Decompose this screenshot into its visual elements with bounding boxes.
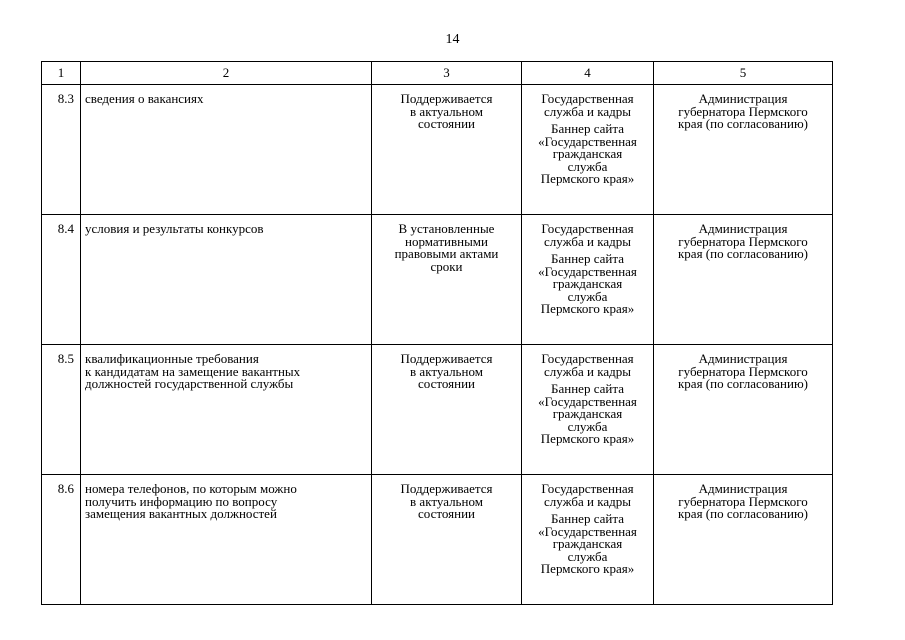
row-placement [522, 345, 654, 475]
row-placement [522, 475, 654, 605]
placement-banner: Баннер сайта «Государственная гражданская служба Пермского края» [538, 381, 637, 446]
row-number: 8.5 [42, 345, 81, 475]
status-text: Поддерживается в актуальном состоянии [400, 351, 493, 391]
row-responsible [654, 475, 833, 605]
row-description [81, 475, 372, 605]
row-responsible [654, 85, 833, 215]
responsible-text: Администрация губернатора Пермского края (по согласованию) [677, 481, 808, 521]
placement-banner: Баннер сайта «Государственная гражданская служба Пермского края» [538, 251, 637, 316]
placement-section: Государственная служба и кадры [541, 481, 634, 509]
column-header: 1 [42, 62, 81, 85]
row-description [81, 215, 372, 345]
row-responsible [654, 215, 833, 345]
row-placement [522, 215, 654, 345]
column-header: 5 [654, 62, 833, 85]
column-header: 3 [372, 62, 522, 85]
row-number: 8.3 [42, 85, 81, 215]
row-number: 8.6 [42, 475, 81, 605]
row-placement [522, 85, 654, 215]
responsible-text: Администрация губернатора Пермского края (по согласованию) [677, 221, 808, 261]
description-text: условия и результаты конкурсов [85, 221, 264, 236]
placement-section: Государственная служба и кадры [541, 351, 634, 379]
document-table [41, 61, 833, 605]
row-status [372, 85, 522, 215]
placement-banner: Баннер сайта «Государственная гражданская служба Пермского края» [538, 511, 637, 576]
table-row [42, 345, 833, 475]
row-responsible [654, 345, 833, 475]
status-text: Поддерживается в актуальном состоянии [400, 481, 493, 521]
table-row [42, 85, 833, 215]
row-description [81, 85, 372, 215]
placement-section: Государственная служба и кадры [541, 221, 634, 249]
column-header: 4 [522, 62, 654, 85]
table-row [42, 215, 833, 345]
row-number: 8.4 [42, 215, 81, 345]
status-text: В установленные нормативными правовыми актами сроки [394, 221, 499, 274]
status-text: Поддерживается в актуальном состоянии [400, 91, 493, 131]
column-header: 2 [81, 62, 372, 85]
row-status [372, 345, 522, 475]
page-number: 14 [445, 32, 460, 47]
row-status [372, 215, 522, 345]
placement-section: Государственная служба и кадры [541, 91, 634, 119]
row-description [81, 345, 372, 475]
description-text: квалификационные требования к кандидатам на замещение вакантных должностей государственной службы [85, 351, 301, 391]
table-row [42, 475, 833, 605]
row-status [372, 475, 522, 605]
placement-banner: Баннер сайта «Государственная гражданская служба Пермского края» [538, 121, 637, 186]
description-text: номера телефонов, по которым можно получить информацию по вопросу замещения вакантных должностей [85, 481, 297, 521]
responsible-text: Администрация губернатора Пермского края (по согласованию) [677, 91, 808, 131]
table-header-row [42, 62, 833, 85]
responsible-text: Администрация губернатора Пермского края (по согласованию) [677, 351, 808, 391]
description-text: сведения о вакансиях [85, 91, 204, 106]
